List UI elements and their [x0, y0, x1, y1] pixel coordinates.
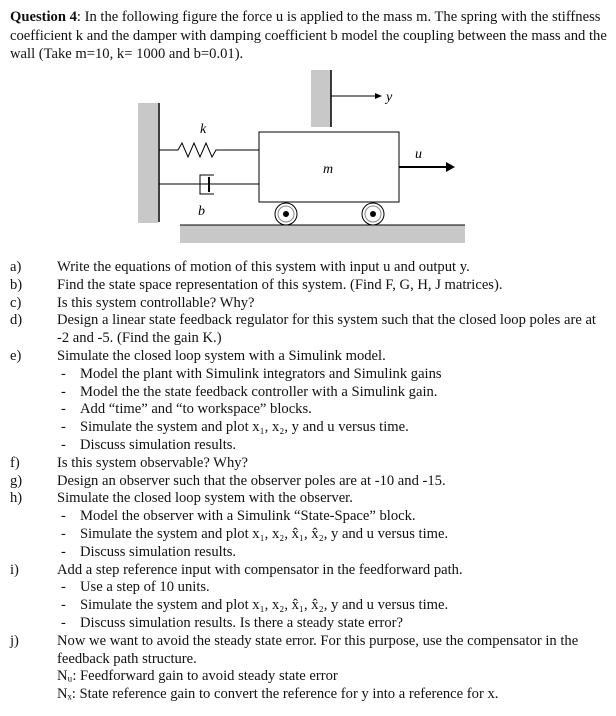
nx-definition: Nₓ: State reference gain to convert the reference for y into a reference for x.: [57, 686, 499, 703]
sub-item-text: Add “time” and “to workspace” blocks.: [80, 401, 312, 418]
k-label: k: [200, 122, 207, 137]
sub-item: - Simulate the system and plot x₁, x₂, x̂₁, x̂₂, y and u versus time.: [61, 597, 449, 614]
item-label: d): [10, 312, 23, 329]
item-label: j): [10, 632, 19, 649]
sub-item: - Discuss simulation results.: [61, 436, 237, 453]
sub-item-text: Simulate the system and plot x₁, x₂, x̂₁, x̂₂, y and u versus time.: [80, 525, 449, 542]
task-item: [10, 312, 610, 348]
sub-item-text: Model the the state feedback controller with a Simulink gain.: [80, 383, 438, 400]
spring: [159, 143, 259, 157]
task-item: [10, 473, 610, 491]
sub-item: - Use a step of 10 units.: [61, 579, 210, 596]
u-label: u: [415, 147, 422, 162]
item-text: Simulate the closed loop system with the observer.: [57, 490, 353, 507]
item-text: Design a linear state feedback regulator for this system such that the closed loop poles are at -2 and -5. (Find the gain K.): [57, 312, 596, 347]
item-text: Design an observer such that the observer poles are at -10 and -15.: [57, 472, 446, 489]
left-wall: [138, 103, 158, 223]
item-label: i): [10, 561, 19, 578]
item-label: c): [10, 294, 22, 311]
task-item: [10, 259, 610, 277]
task-item: [10, 295, 610, 313]
task-list: [10, 259, 610, 704]
item-text: Is this system controllable? Why?: [57, 294, 255, 311]
sub-item-text: Use a step of 10 units.: [80, 579, 210, 596]
item-text: Add a step reference input with compensator in the feedforward path.: [57, 561, 463, 578]
question-label: Question 4: [10, 9, 77, 25]
sub-item: - Discuss simulation results. Is there a steady state error?: [61, 614, 404, 631]
ground: [180, 225, 465, 243]
item-text: Now we want to avoid the steady state error. For this purpose, use the compensator in the feedback path structure.: [57, 632, 579, 667]
item-text: Write the equations of motion of this system with input u and output y.: [57, 259, 470, 275]
item-label: h): [10, 490, 23, 507]
task-item: [10, 277, 610, 295]
sub-item-text: Simulate the system and plot x₁, x₂, x̂₁, x̂₂, y and u versus time.: [80, 597, 449, 614]
item-text: Is this system observable? Why?: [57, 454, 249, 471]
item-label: e): [10, 347, 22, 364]
sub-item: - Discuss simulation results.: [61, 543, 237, 560]
sub-item: - Model the plant with Simulink integrators and Simulink gains: [61, 365, 442, 382]
task-item: [10, 348, 610, 366]
sub-item-text: Model the observer with a Simulink “State-Space” block.: [80, 508, 416, 525]
sub-item: - Simulate the system and plot x₁, x₂, x̂₁, x̂₂, y and u versus time.: [61, 525, 449, 542]
item-label: f): [10, 454, 20, 471]
sub-item: - Simulate the system and plot x₁, x₂, y and u versus time.: [61, 419, 409, 436]
task-item: [10, 633, 610, 669]
task-item: [10, 455, 610, 473]
sub-item-text: Model the plant with Simulink integrators and Simulink gains: [80, 365, 442, 382]
nu-definition: Nᵤ: Feedforward gain to avoid steady state error: [57, 668, 338, 685]
b-label: b: [198, 204, 205, 219]
sub-item: - Model the the state feedback controller with a Simulink gain.: [61, 383, 438, 400]
sub-item-text: Discuss simulation results. Is there a steady state error?: [80, 614, 404, 631]
item-label: g): [10, 472, 23, 489]
item-label: b): [10, 276, 23, 293]
y-label: y: [386, 90, 393, 105]
mass-spring-damper-figure: [0, 0, 616, 260]
m-label: m: [323, 162, 334, 177]
question-text: : In the following figure the force u is applied to the mass m. The spring with the stiffness coefficient k and the damper with damping coefficient b model the coupling between the mass and the wall (Take m=10, k= 1000 and b=0.01).: [10, 9, 607, 62]
sub-item: - Model the observer with a Simulink “State-Space” block.: [61, 508, 416, 525]
item-text: Simulate the closed loop system with a Simulink model.: [57, 347, 386, 364]
task-item: [10, 490, 610, 508]
sub-item-text: Simulate the system and plot x₁, x₂, y and u versus time.: [80, 419, 409, 436]
item-label: a): [10, 259, 22, 275]
sub-item-text: Discuss simulation results.: [80, 543, 237, 560]
task-item: [10, 562, 610, 580]
sub-item-text: Discuss simulation results.: [80, 436, 237, 453]
sub-item: - Add “time” and “to workspace” blocks.: [61, 401, 312, 418]
item-text: Find the state space representation of this system. (Find F, G, H, J matrices).: [57, 276, 503, 293]
reference-wall: [311, 70, 331, 127]
